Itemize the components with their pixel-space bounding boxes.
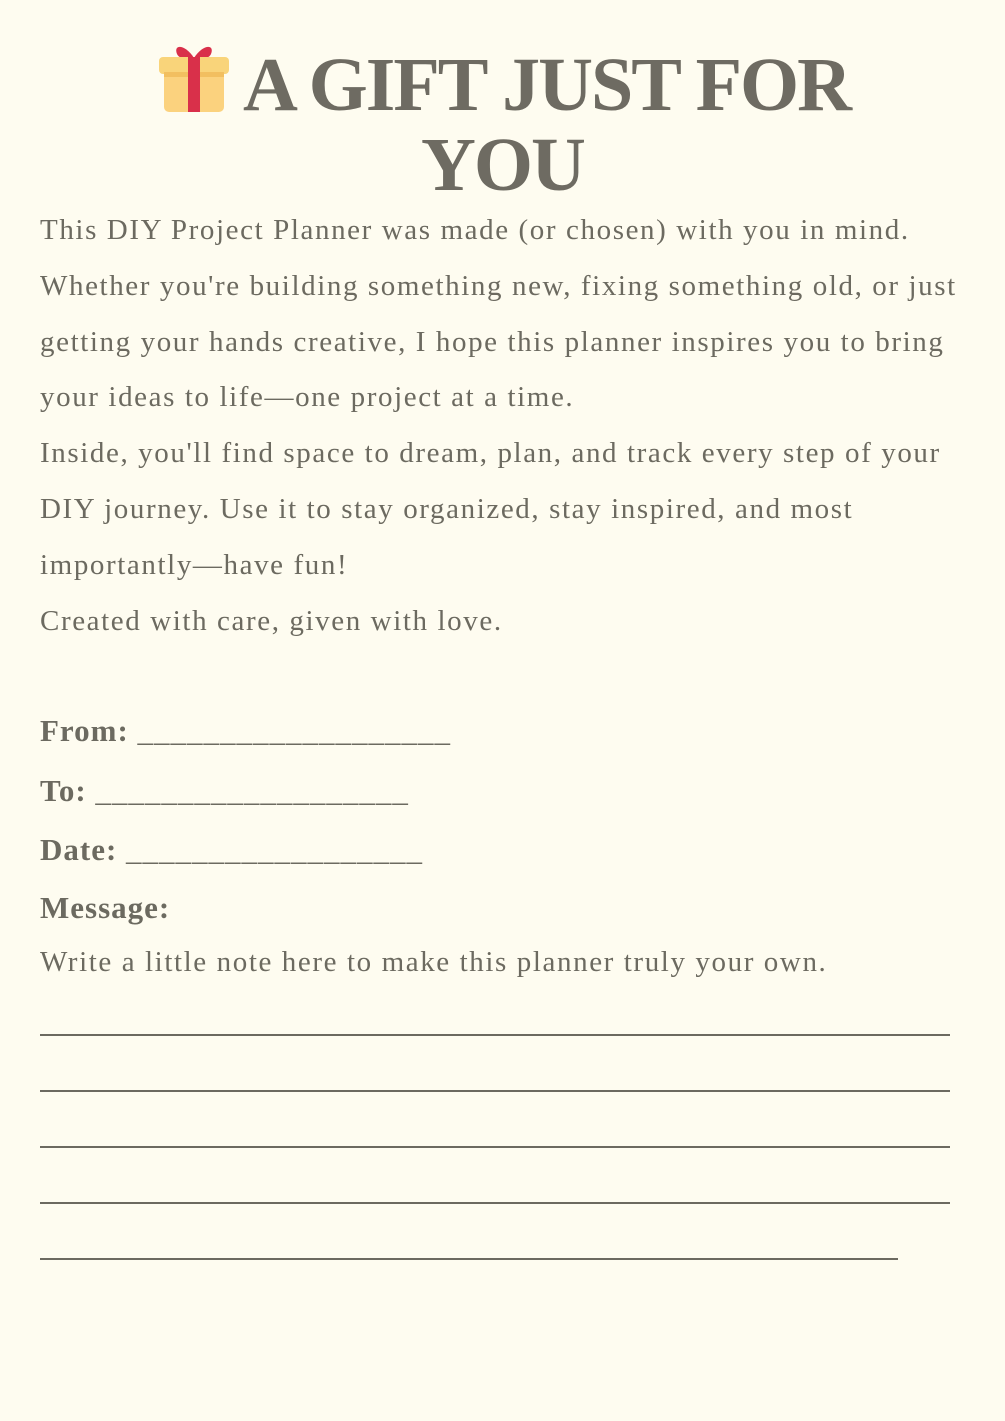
title-text: A GIFT JUST FOR YOU	[242, 43, 851, 207]
intro-paragraph-1: This DIY Project Planner was made (or chosen) with you in mind. Whether you're building something new, fixing something old, or just getting your hands creative, I hope this planner inspires you to bring your ideas to life—one project at a time.	[40, 214, 957, 414]
from-field[interactable]	[40, 713, 451, 749]
message-line[interactable]	[40, 1034, 950, 1036]
date-label: Date:	[40, 832, 118, 867]
from-blank[interactable]: ___________________	[137, 713, 452, 748]
date-blank[interactable]: __________________	[126, 832, 424, 867]
header	[0, 38, 1005, 205]
message-label: Message:	[40, 890, 171, 925]
message-hint: Write a little note here to make this planner truly your own.	[40, 946, 828, 978]
gift-icon	[155, 38, 233, 116]
intro-closing: Created with care, given with love.	[40, 604, 503, 637]
message-line[interactable]	[40, 1146, 950, 1148]
message-line[interactable]	[40, 1090, 950, 1092]
to-label: To:	[40, 773, 87, 808]
intro-text	[40, 203, 970, 649]
intro-paragraph-2: Inside, you'll find space to dream, plan, and track every step of your DIY journey. Use it to stay organized, stay inspired, and most importantly—have fun!	[40, 437, 941, 581]
to-blank[interactable]: ___________________	[95, 773, 409, 808]
message-line[interactable]	[40, 1202, 950, 1204]
message-line[interactable]	[40, 1258, 898, 1260]
page-title	[93, 38, 913, 205]
message-heading	[40, 890, 170, 926]
date-field[interactable]	[40, 832, 423, 868]
to-field[interactable]	[40, 773, 409, 809]
from-label: From:	[40, 713, 129, 748]
